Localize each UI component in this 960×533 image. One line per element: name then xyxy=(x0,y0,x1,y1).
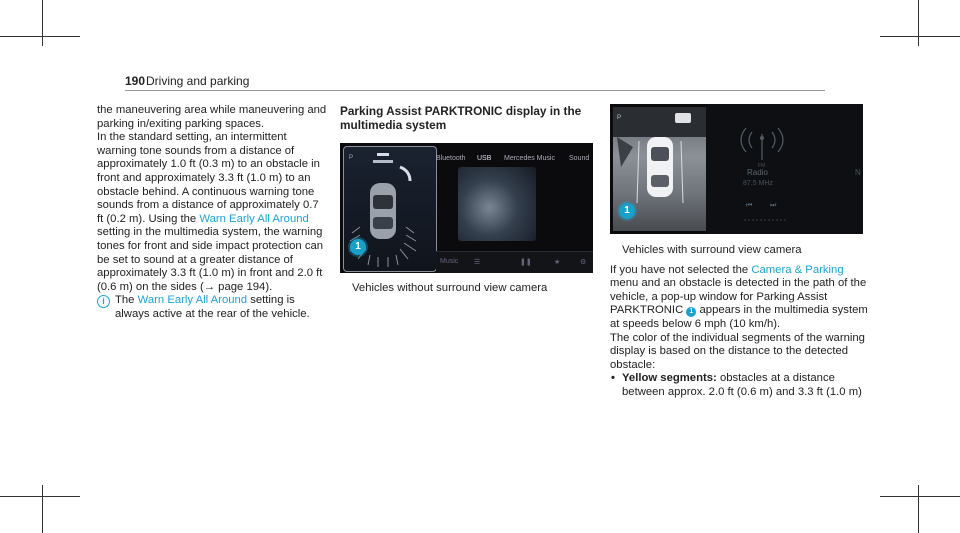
crop-mark xyxy=(918,485,919,533)
figure-caption: Vehicles without surround view camera xyxy=(352,282,548,294)
skip-back-icon: ⏮ xyxy=(746,202,753,209)
crop-mark xyxy=(918,0,919,46)
page-reference-link[interactable]: → page 194 xyxy=(203,280,266,293)
menu-link[interactable]: Camera & Parking xyxy=(751,263,844,276)
page-number: 190 xyxy=(125,74,146,88)
callout-badge: 1 xyxy=(350,239,366,255)
radio-label[interactable]: Radio xyxy=(747,168,768,177)
star-icon[interactable]: ★ xyxy=(554,259,561,266)
section-title: Driving and parking xyxy=(146,74,250,88)
fm-label: FM xyxy=(758,163,766,169)
park-label: P xyxy=(349,155,354,161)
album-art xyxy=(458,167,536,241)
tab-mercedes-music[interactable]: Mercedes Music xyxy=(504,155,555,162)
side-letter: N xyxy=(855,168,861,177)
camera-view xyxy=(613,107,706,231)
note: i The Warn Early All Around setting is always active at the rear of the vehicle. xyxy=(97,294,327,321)
crop-mark xyxy=(880,496,960,497)
skip-forward-icon: ⏭ xyxy=(770,202,777,209)
frequency-label: 87.5 MHz xyxy=(743,180,773,187)
media-control-bar xyxy=(436,251,593,273)
screenshot-no-surround-camera xyxy=(340,143,593,273)
settings-icon[interactable]: ⚙ xyxy=(580,259,587,266)
radio-panel xyxy=(706,104,863,234)
paragraph: In the standard setting, an intermittent warning tone sounds from a distance of approximately 1.0 ft (0.3 m) to an obstacle in front and approximately 3.3 ft (1.0 m) to an obstacle behind. A continuous warning tone sounds from a distance of approximately 0.7 ft (0.2 m). Using the Warn Early All Around setting in the multimedia system, the warning tones for front and side impact protection can be set to sound at a greater distance of approximately 3.3 ft (1.0 m) in front and 2.0 ft (0.6 m) on the sides (→ page 194). xyxy=(97,131,324,293)
column-3 xyxy=(610,244,870,400)
header-divider xyxy=(125,90,825,91)
section-heading: Parking Assist PARKTRONIC display in the multimedia system xyxy=(340,104,582,132)
screenshot-with-surround-camera xyxy=(610,104,863,234)
paragraph: the maneuvering area while maneuvering and parking in/exiting parking spaces. xyxy=(97,104,327,130)
info-icon: i xyxy=(97,295,110,308)
crop-mark xyxy=(42,0,43,46)
crop-mark xyxy=(880,36,960,37)
paragraph: The color of the individual segments of the warning display is based on the distance to the detected obstacle: xyxy=(610,331,865,371)
callout-badge-inline: 1 xyxy=(686,307,696,317)
crop-mark xyxy=(0,36,80,37)
music-label[interactable]: Music xyxy=(440,258,459,265)
crop-mark xyxy=(42,485,43,533)
antenna-icon xyxy=(706,104,863,234)
setting-link[interactable]: Warn Early All Around xyxy=(199,212,309,225)
column-2 xyxy=(340,104,602,132)
pause-icon[interactable]: ❚❚ xyxy=(520,259,532,266)
column-1 xyxy=(97,104,327,322)
paragraph: If you have not selected the Camera & Parking menu and an obstacle is detected in the path of the vehicle, a pop-up window for Parking Assist PARKTRONIC 1 appears in the multimedia system at speeds below 6 mph (10 km/h). xyxy=(610,263,868,330)
setting-link[interactable]: Warn Early All Around xyxy=(137,294,248,307)
crop-mark xyxy=(0,496,80,497)
tab-bluetooth[interactable]: Bluetooth xyxy=(436,155,466,162)
list-item: • Yellow segments: obstacles at a distance between approx. 2.0 ft (0.6 m) and 3.3 ft (1.0 m) xyxy=(610,372,870,399)
figure-caption: Vehicles with surround view camera xyxy=(622,244,802,256)
callout-badge: 1 xyxy=(619,203,635,219)
tab-usb[interactable]: USB xyxy=(477,155,492,162)
tab-sound[interactable]: Sound xyxy=(569,155,590,162)
list-icon[interactable]: ☰ xyxy=(474,259,481,266)
park-label: P xyxy=(617,115,622,121)
